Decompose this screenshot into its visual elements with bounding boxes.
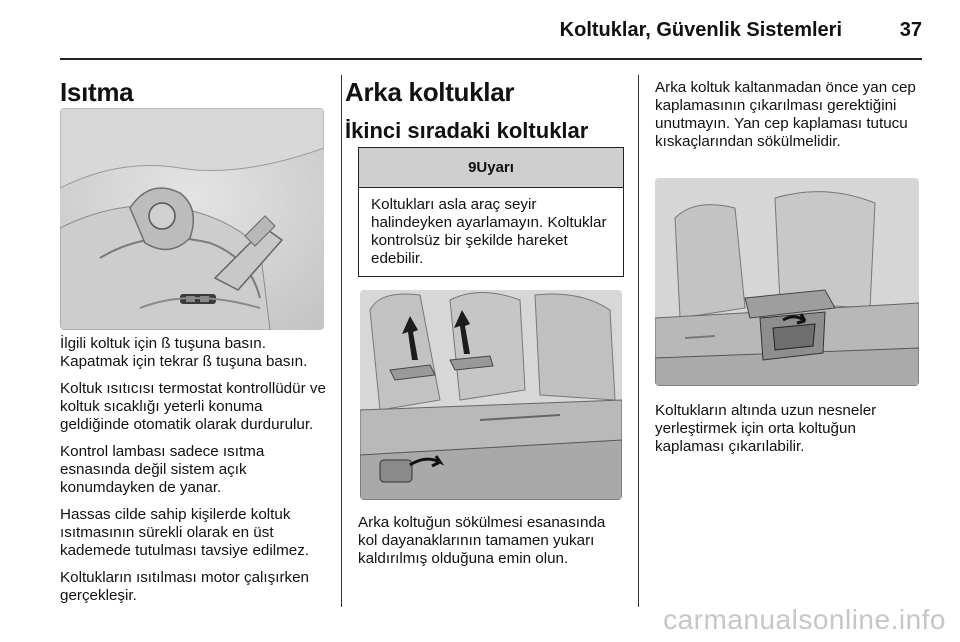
- side-pocket-text: Arka koltuk kaltanmadan önce yan cep kaplamasının çıkarılması gerektiğini unutmayın. Yan cep kaplaması tutucu kıskaçlarından sökülmelidir.: [655, 79, 916, 150]
- center-cover-text: Koltukların altında uzun nesneler yerleştirmek için orta koltuğun kaplaması çıkarılabilir.: [655, 402, 877, 455]
- column-center-cover: [655, 402, 920, 456]
- rear-seat-illustration: [360, 290, 622, 500]
- header-rule: [60, 58, 922, 60]
- caption-block: [358, 514, 628, 568]
- watermark: carmanualsonline.info: [663, 604, 946, 635]
- warning-box: [358, 147, 624, 277]
- page-header: [60, 17, 922, 47]
- warning-symbol-icon: 9: [468, 159, 477, 176]
- paragraph: Hassas cilde sahip kişilerde koltuk ısıtmasının sürekli olarak en üst kademede tutulması tavsiye edilmez.: [60, 506, 310, 559]
- warning-text: Koltukları asla araç seyir halindeyken ayarlamayın. Koltuklar kontrolsüz bir şekilde hareket edebilir.: [371, 196, 607, 267]
- heading-heating: Isıtma: [60, 77, 134, 107]
- section-title: Koltuklar, Güvenlik Sistemleri: [559, 19, 842, 41]
- warning-title: Uyarı: [476, 159, 514, 176]
- heading-rear-seats: Arka koltuklar: [345, 77, 515, 107]
- page-number: 37: [899, 19, 922, 41]
- column-rear-seats: [345, 75, 630, 144]
- column-side-pocket: [655, 79, 920, 151]
- paragraph: Koltukların ısıtılması motor çalışırken gerçekleşir.: [60, 569, 309, 604]
- column-divider: [638, 75, 639, 607]
- heading-second-row: İkinci sıradaki koltuklar: [345, 118, 589, 143]
- paragraph: Kontrol lambası sadece ısıtma esnasında değil sistem açık konumdayken de yanar.: [60, 443, 265, 496]
- armrest-caption: Arka koltuğun sökülmesi esanasında kol dayanaklarının tamamen yukarı kaldırılmış olduğuna emin olun.: [358, 514, 606, 567]
- warning-header: [359, 148, 623, 188]
- paragraph: İlgili koltuk için ß tuşuna basın. Kapatmak için tekrar ß tuşuna basın.: [60, 335, 308, 370]
- paragraph: Koltuk ısıtıcısı termostat kontrollüdür ve koltuk sıcaklığı yeterli konuma geldiğinde otomatik olarak durdurulur.: [60, 380, 326, 433]
- seat-heating-illustration: [60, 108, 324, 330]
- column-heating-text: [60, 335, 332, 605]
- side-pocket-illustration: [655, 178, 919, 386]
- column-divider: [341, 75, 342, 607]
- column-heating: [60, 75, 330, 108]
